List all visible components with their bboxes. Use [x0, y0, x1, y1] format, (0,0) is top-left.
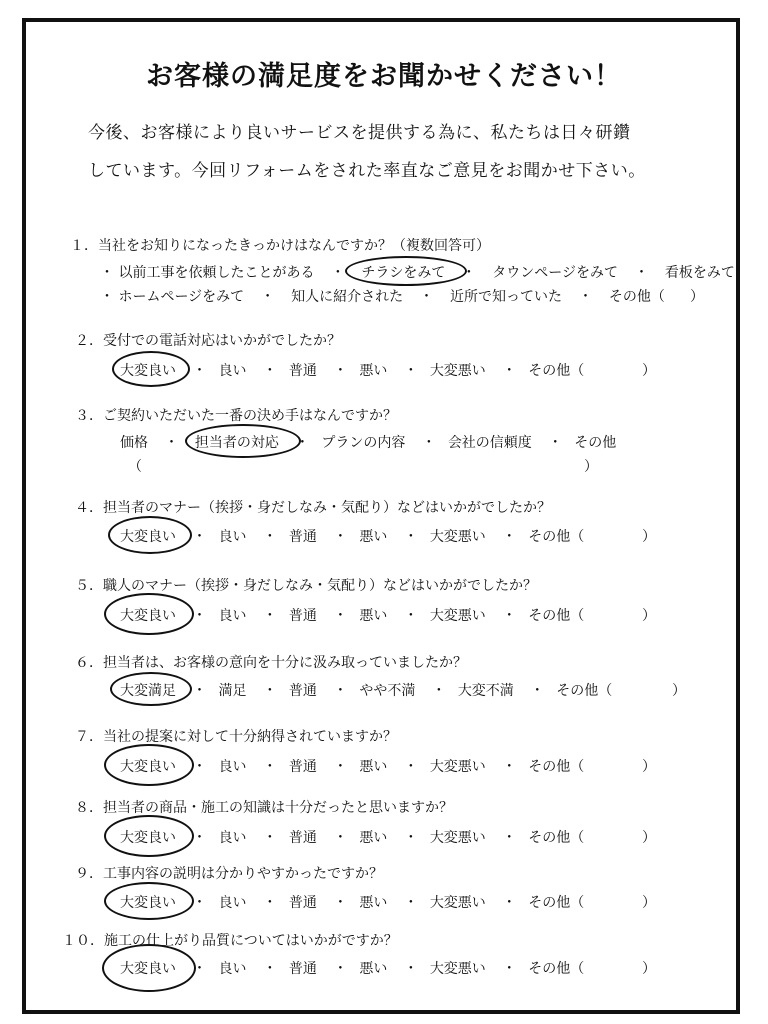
q8-option[interactable]: 大変悪い — [429, 830, 486, 846]
q10-option[interactable]: 悪い — [359, 961, 388, 977]
q6-option[interactable]: その他（ — [556, 683, 613, 699]
q5-option[interactable]: 普通 — [288, 608, 317, 624]
q7-option[interactable]: その他（ — [528, 759, 585, 775]
q8-options: 大変良い ・ 良い ・ 普通 ・ 悪い ・ 大変悪い ・ その他（ — [120, 827, 584, 847]
q1-option[interactable]: 以前工事を依頼したことがある — [118, 265, 315, 281]
q1-option[interactable]: 看板をみて — [664, 265, 735, 281]
q4-options: 大変良い ・ 良い ・ 普通 ・ 悪い ・ 大変悪い ・ その他（ — [120, 526, 584, 546]
q1-close-paren: ） — [690, 289, 704, 305]
q1-option-selected[interactable]: チラシをみて — [361, 262, 445, 282]
q9-option[interactable]: 良い — [218, 895, 247, 911]
q1-option[interactable]: その他（ — [608, 289, 665, 305]
q9-option-selected[interactable]: 大変良い — [120, 892, 176, 912]
q3-option[interactable]: 会社の信頼度 — [447, 435, 532, 451]
q1-option[interactable]: 知人に紹介された — [291, 289, 404, 305]
q8-option[interactable]: その他（ — [528, 830, 585, 846]
q2-option[interactable]: 良い — [218, 363, 247, 379]
q9-option[interactable]: 大変悪い — [429, 895, 486, 911]
q9-options: 大変良い ・ 良い ・ 普通 ・ 悪い ・ 大変悪い ・ その他（ — [120, 892, 584, 912]
q8-option[interactable]: 普通 — [288, 830, 317, 846]
q2-options: 大変良い ・ 良い ・ 普通 ・ 悪い ・ 大変悪い ・ その他（ — [120, 360, 584, 380]
q2-option-selected[interactable]: 大変良い — [120, 360, 176, 380]
q2-close-paren: ） — [642, 363, 656, 379]
q1-option[interactable]: ホームページをみて — [118, 289, 245, 305]
q7-option-selected[interactable]: 大変良い — [120, 756, 176, 776]
q6-option[interactable]: 満足 — [218, 683, 247, 699]
q8-option[interactable]: 悪い — [359, 830, 388, 846]
q7-option[interactable]: 良い — [218, 759, 247, 775]
q4-close-paren: ） — [642, 529, 656, 545]
q10-option[interactable]: その他（ — [528, 961, 585, 977]
q4-option[interactable]: 悪い — [359, 529, 388, 545]
q10-option[interactable]: 普通 — [288, 961, 317, 977]
q7-close-paren: ） — [642, 759, 656, 775]
question-7: ７．当社の提案に対して十分納得されていますか？ — [75, 729, 397, 745]
q4-option[interactable]: 普通 — [288, 529, 317, 545]
question-1: １．当社をお知りになったきっかけはなんですか？（複数回答可） — [70, 238, 490, 254]
q2-option[interactable]: 大変悪い — [429, 363, 486, 379]
q2-option[interactable]: 悪い — [359, 363, 388, 379]
q3-option[interactable]: その他 — [574, 435, 617, 451]
q5-option-selected[interactable]: 大変良い — [120, 605, 176, 625]
question-10: １０．施工の仕上がり品質についてはいかがですか？ — [62, 933, 398, 949]
intro-line-1: 今後、お客様により良いサービスを提供する為に、私たちは日々研鑽 — [88, 123, 631, 143]
q5-option[interactable]: 悪い — [359, 608, 388, 624]
q8-option[interactable]: 良い — [218, 830, 247, 846]
q5-option[interactable]: 大変悪い — [429, 608, 486, 624]
q10-close-paren: ） — [642, 961, 656, 977]
q1-options-row-1: ・ 以前工事を依頼したことがある ・ チラシをみて ・ タウンページをみて ・ 看板をみて — [100, 262, 735, 282]
q6-option[interactable]: やや不満 — [359, 683, 416, 699]
q10-options: 大変良い ・ 良い ・ 普通 ・ 悪い ・ 大変悪い ・ その他（ — [120, 958, 584, 978]
q4-option[interactable]: 良い — [218, 529, 247, 545]
q10-option[interactable]: 大変悪い — [429, 961, 486, 977]
question-8: ８．担当者の商品・施工の知識は十分だったと思いますか？ — [75, 800, 453, 816]
q5-options: 大変良い ・ 良い ・ 普通 ・ 悪い ・ 大変悪い ・ その他（ — [120, 605, 584, 625]
q1-option[interactable]: 近所で知っていた — [450, 289, 562, 305]
q6-options: 大変満足 ・ 満足 ・ 普通 ・ やや不満 ・ 大変不満 ・ その他（ — [120, 680, 612, 700]
q2-option[interactable]: その他（ — [528, 363, 585, 379]
q8-option-selected[interactable]: 大変良い — [120, 827, 176, 847]
question-2: ２．受付での電話対応はいかがでしたか？ — [75, 333, 341, 349]
q5-option[interactable]: その他（ — [528, 608, 585, 624]
q9-option[interactable]: 普通 — [288, 895, 317, 911]
intro-line-2: しています。今回リフォームをされた率直なご意見をお聞かせ下さい。 — [88, 161, 646, 181]
q4-option-selected[interactable]: 大変良い — [120, 526, 176, 546]
question-5: ５．職人のマナー（挨拶・身だしなみ・気配り）などはいかがでしたか？ — [75, 578, 537, 594]
q5-close-paren: ） — [642, 608, 656, 624]
q7-option[interactable]: 悪い — [359, 759, 388, 775]
q1-options-row-2: ・ ホームページをみて ・ 知人に紹介された ・ 近所で知っていた ・ その他（ — [100, 286, 665, 306]
q9-option[interactable]: その他（ — [528, 895, 585, 911]
q9-option[interactable]: 悪い — [359, 895, 388, 911]
q1-option[interactable]: タウンページをみて — [492, 265, 618, 281]
question-4: ４．担当者のマナー（挨拶・身だしなみ・気配り）などはいかがでしたか？ — [75, 500, 551, 516]
q10-option-selected[interactable]: 大変良い — [120, 958, 176, 978]
q5-option[interactable]: 良い — [218, 608, 247, 624]
page-title: お客様の満足度をお聞かせください！ — [146, 61, 622, 92]
question-9: ９．工事内容の説明は分かりやすかったですか？ — [75, 866, 383, 882]
q3-option[interactable]: 価格 — [120, 435, 148, 451]
q8-close-paren: ） — [642, 830, 656, 846]
q9-close-paren: ） — [642, 895, 656, 911]
q3-options: 価格 ・ 担当者の対応 ・ プランの内容 ・ 会社の信頼度 ・ その他 — [120, 432, 616, 452]
q6-close-paren: ） — [672, 683, 686, 699]
q4-option[interactable]: 大変悪い — [429, 529, 486, 545]
q3-close-paren: ） — [584, 459, 598, 475]
q7-options: 大変良い ・ 良い ・ 普通 ・ 悪い ・ 大変悪い ・ その他（ — [120, 756, 584, 776]
q7-option[interactable]: 大変悪い — [429, 759, 486, 775]
q7-option[interactable]: 普通 — [288, 759, 317, 775]
question-6: ６．担当者は、お客様の意向を十分に汲み取っていましたか？ — [75, 655, 467, 671]
q6-option[interactable]: 普通 — [288, 683, 317, 699]
q6-option[interactable]: 大変不満 — [457, 683, 514, 699]
q3-open-paren: （ — [128, 459, 142, 475]
q3-option[interactable]: プランの内容 — [321, 435, 406, 451]
q4-option[interactable]: その他（ — [528, 529, 585, 545]
q10-option[interactable]: 良い — [218, 961, 247, 977]
question-3: ３．ご契約いただいた一番の決め手はなんですか？ — [75, 408, 397, 424]
q3-option-selected[interactable]: 担当者の対応 — [195, 432, 279, 452]
q6-option-selected[interactable]: 大変満足 — [120, 680, 176, 700]
q2-option[interactable]: 普通 — [288, 363, 317, 379]
